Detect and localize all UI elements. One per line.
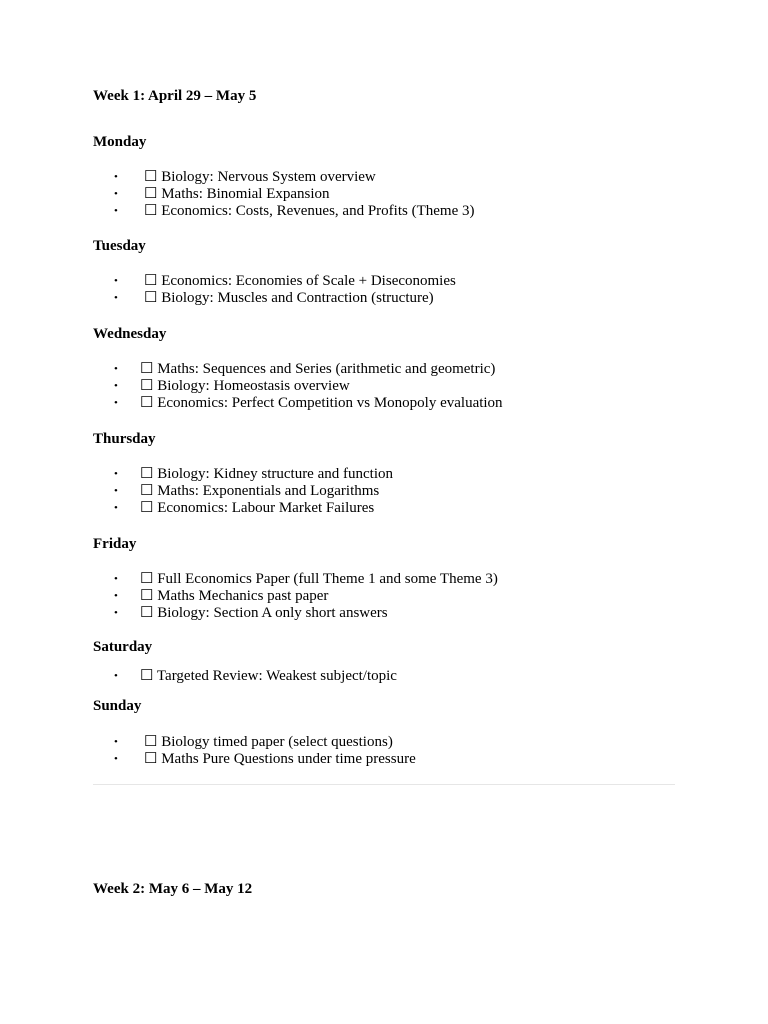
day-heading-wednesday: Wednesday	[93, 326, 167, 342]
task-text: ☐ Biology timed paper (select questions)	[144, 734, 393, 750]
bullet-icon: •	[114, 753, 118, 766]
task-text: ☐ Maths: Sequences and Series (arithmetic and geometric)	[140, 361, 496, 377]
horizontal-rule	[93, 784, 675, 785]
bullet-icon: •	[114, 502, 118, 515]
bullet-icon: •	[114, 485, 118, 498]
day-heading-thursday: Thursday	[93, 431, 156, 447]
task-text: ☐ Biology: Section A only short answers	[140, 605, 388, 622]
bullet-icon: •	[114, 205, 118, 218]
bullet-icon: •	[114, 468, 118, 480]
task-text: ☐ Biology: Nervous System overview	[144, 169, 376, 185]
bullet-icon: •	[114, 188, 118, 201]
bullet-icon: •	[114, 380, 118, 393]
bullet-icon: •	[114, 607, 118, 620]
task-text: ☐ Economics: Perfect Competition vs Monopoly evaluation	[140, 395, 503, 412]
task-text: ☐ Maths: Binomial Expansion	[144, 186, 330, 203]
task-text: ☐ Biology: Homeostasis overview	[140, 378, 350, 395]
task-text: ☐ Biology: Muscles and Contraction (structure)	[144, 290, 434, 307]
task-text: ☐ Targeted Review: Weakest subject/topic	[140, 668, 397, 684]
task-text: ☐ Biology: Kidney structure and function	[140, 466, 393, 482]
day-heading-saturday: Saturday	[93, 639, 153, 655]
task-text: ☐ Maths Pure Questions under time pressure	[144, 751, 416, 768]
bullet-icon: •	[114, 736, 118, 748]
task-text: ☐ Economics: Labour Market Failures	[140, 500, 375, 517]
task-text: ☐ Economics: Economies of Scale + Diseconomies	[144, 273, 456, 289]
bullet-icon: •	[114, 171, 118, 183]
bullet-icon: •	[114, 670, 118, 682]
day-heading-tuesday: Tuesday	[93, 238, 146, 254]
bullet-icon: •	[114, 573, 118, 585]
day-heading-friday: Friday	[93, 536, 137, 552]
week-2-title: Week 2: May 6 – May 12	[93, 881, 253, 897]
task-text: ☐ Maths Mechanics past paper	[140, 588, 329, 605]
task-text: ☐ Maths: Exponentials and Logarithms	[140, 483, 380, 500]
bullet-icon: •	[114, 292, 118, 305]
week-1-title: Week 1: April 29 – May 5	[93, 88, 257, 104]
bullet-icon: •	[114, 590, 118, 603]
day-heading-sunday: Sunday	[93, 698, 142, 714]
bullet-icon: •	[114, 363, 118, 375]
task-text: ☐ Economics: Costs, Revenues, and Profits (Theme 3)	[144, 203, 475, 220]
day-heading-monday: Monday	[93, 134, 147, 150]
bullet-icon: •	[114, 275, 118, 287]
bullet-icon: •	[114, 397, 118, 410]
task-text: ☐ Full Economics Paper (full Theme 1 and some Theme 3)	[140, 571, 498, 587]
